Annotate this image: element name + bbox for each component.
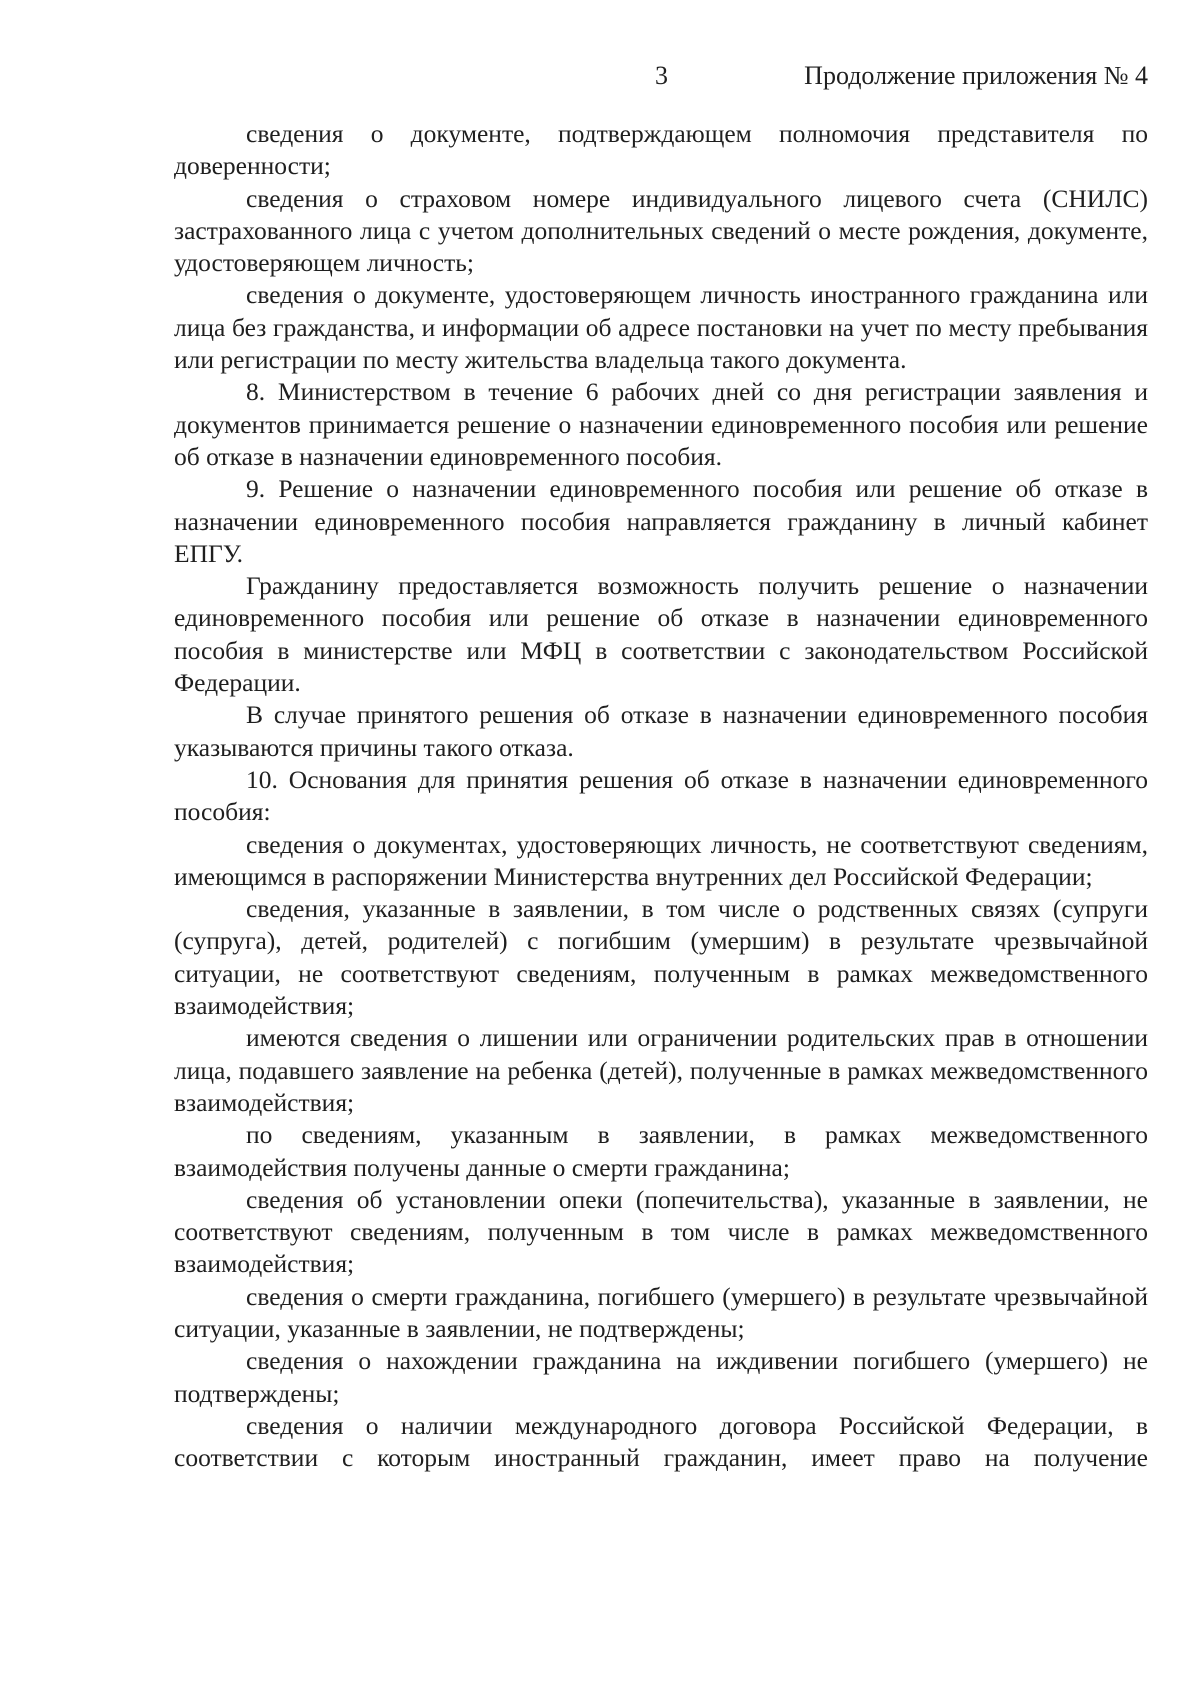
paragraph: сведения о документе, удостоверяющем личность иностранного гражданина или лица без гражданства, и информации об адресе постановки на учет по месту пребывания или регистрации по месту жительства владельца такого документа.: [174, 280, 1148, 375]
list-item: сведения о смерти гражданина, погибшего (умершего) в результате чрезвычайной ситуации, указанные в заявлении, не подтверждены;: [174, 1281, 1148, 1343]
page-header: [0, 56, 1200, 96]
paragraph: сведения о страховом номере индивидуального лицевого счета (СНИЛС) застрахованного лица с учетом дополнительных сведений о месте рождения, документе, удостоверяющем личность;: [174, 183, 1148, 278]
list-item: по сведениям, указанным в заявлении, в рамках межведомственного взаимодействия получены данные о смерти гражданина;: [174, 1120, 1148, 1182]
list-item: сведения о нахождении гражданина на иждивении погибшего (умершего) не подтверждены;: [174, 1346, 1148, 1408]
document-body: [174, 118, 1148, 1474]
list-item: сведения об установлении опеки (попечительства), указанные в заявлении, не соответствуют сведениям, полученным в том числе в рамках межведомственного взаимодействия;: [174, 1184, 1148, 1279]
appendix-continuation-label: Продолжение приложения № 4: [804, 61, 1148, 90]
list-item: сведения о наличии международного договора Российской Федерации, в соответствии с которым иностранный гражданин, имеет право на получение: [174, 1410, 1148, 1473]
paragraph: сведения о документе, подтверждающем полномочия представителя по доверенности;: [174, 119, 1148, 181]
paragraph-item-8: 8. Министерством в течение 6 рабочих дней со дня регистрации заявления и документов принимается решение о назначении единовременного пособия или решение об отказе в назначении единовременного пособия.: [174, 377, 1148, 471]
paragraph-item-10: 10. Основания для принятия решения об отказе в назначении единовременного пособия:: [174, 764, 1148, 827]
paragraph-item-9: 9. Решение о назначении единовременного пособия или решение об отказе в назначении единовременного пособия направляется гражданину в личный кабинет ЕПГУ.: [174, 474, 1148, 568]
list-item: сведения о документах, удостоверяющих личность, не соответствуют сведениям, имеющимся в распоряжении Министерства внутренних дел Российской Федерации;: [174, 829, 1148, 891]
paragraph: Гражданину предоставляется возможность получить решение о назначении единовременного пособия или решение об отказе в назначении единовременного пособия в министерстве или МФЦ в соответствии с законодательством Российской Федерации.: [174, 571, 1148, 698]
paragraph: В случае принятого решения об отказе в назначении единовременного пособия указываются причины такого отказа.: [174, 700, 1148, 762]
page-number: 3: [655, 61, 668, 90]
list-item: сведения, указанные в заявлении, в том числе о родственных связях (супруги (супруга), детей, родителей) с погибшим (умершим) в результате чрезвычайной ситуации, не соответствуют сведениям, полученным в рамках межведомственного взаимодействия;: [174, 894, 1148, 1021]
list-item: имеются сведения о лишении или ограничении родительских прав в отношении лица, подавшего заявление на ребенка (детей), полученные в рамках межведомственного взаимодействия;: [174, 1023, 1148, 1117]
